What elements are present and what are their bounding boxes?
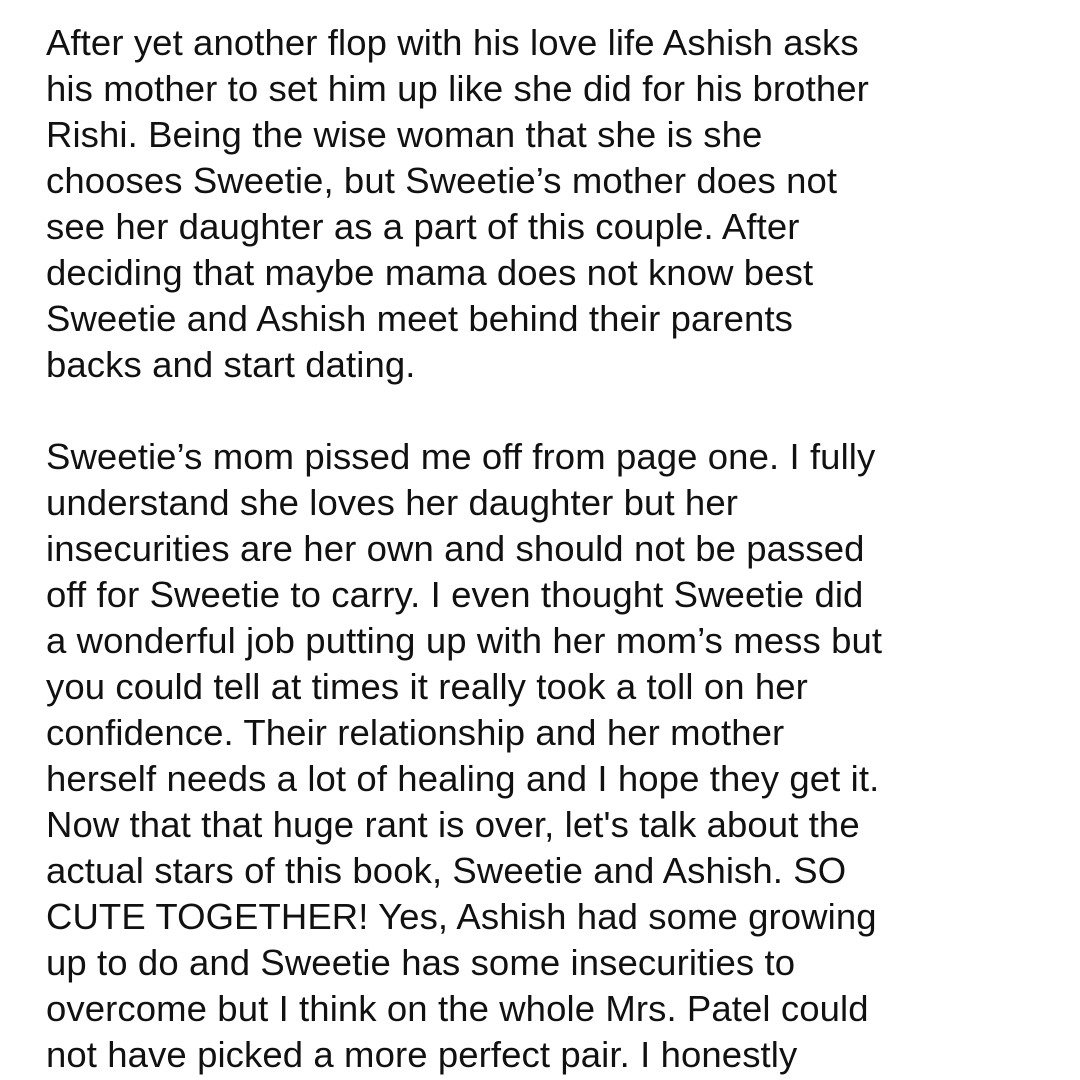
text-line: not have picked a more perfect pair. I honestly	[46, 1034, 798, 1075]
text-line: his mother to set him up like she did for his brother	[46, 68, 869, 109]
text-line: chooses Sweetie, but Sweetie’s mother does not	[46, 160, 838, 201]
note-text-body	[46, 20, 1056, 1078]
text-line: backs and start dating.	[46, 344, 416, 385]
text-line: Now that that huge rant is over, let's talk about the	[46, 804, 860, 845]
text-line: understand she loves her daughter but her	[46, 482, 738, 523]
text-line: Rishi. Being the wise woman that she is she	[46, 114, 763, 155]
text-line: confidence. Their relationship and her mother	[46, 712, 785, 753]
text-line: insecurities are her own and should not be passed	[46, 528, 865, 569]
paragraph-spacer	[46, 388, 1056, 434]
text-line: deciding that maybe mama does not know best	[46, 252, 814, 293]
paragraph-review	[46, 434, 1056, 1078]
paragraph-summary	[46, 20, 1056, 388]
text-line: a wonderful job putting up with her mom’s mess but	[46, 620, 883, 661]
text-line: up to do and Sweetie has some insecurities to	[46, 942, 796, 983]
text-line: overcome but I think on the whole Mrs. Patel could	[46, 988, 869, 1029]
text-line: Sweetie’s mom pissed me off from page one. I fully	[46, 436, 876, 477]
text-line: CUTE TOGETHER! Yes, Ashish had some growing	[46, 896, 877, 937]
text-line: you could tell at times it really took a toll on her	[46, 666, 808, 707]
text-line: off for Sweetie to carry. I even thought Sweetie did	[46, 574, 864, 615]
text-line: After yet another flop with his love life Ashish asks	[46, 22, 859, 63]
text-line: see her daughter as a part of this couple. After	[46, 206, 800, 247]
text-line: actual stars of this book, Sweetie and Ashish. SO	[46, 850, 847, 891]
text-line: Sweetie and Ashish meet behind their parents	[46, 298, 794, 339]
text-line: herself needs a lot of healing and I hope they get it.	[46, 758, 880, 799]
